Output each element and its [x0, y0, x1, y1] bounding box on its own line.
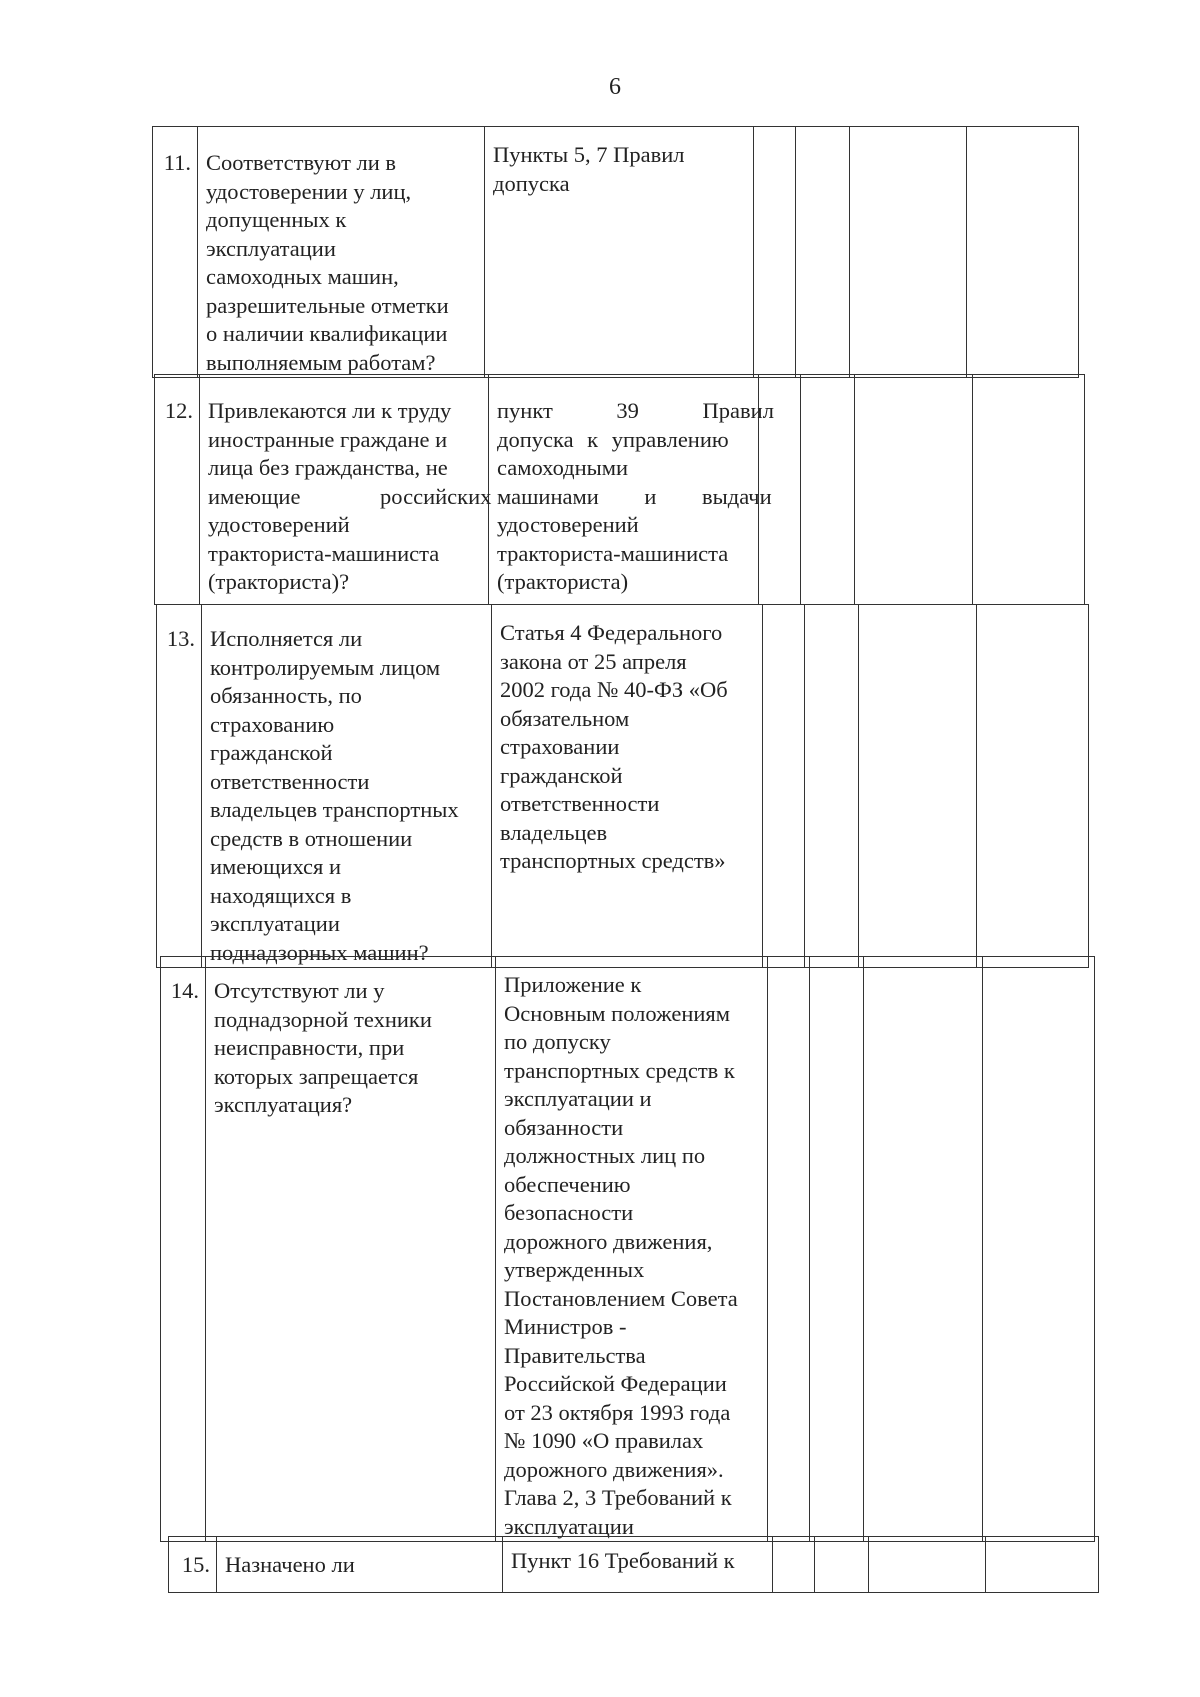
reference-line: гражданской [500, 762, 623, 788]
question-line [208, 397, 484, 426]
question-line: удостоверении у лиц, [206, 178, 412, 204]
question-line: допущенных к [206, 207, 347, 232]
reference-line: закона от 25 апреля [500, 648, 687, 674]
empty-cell[interactable] [768, 957, 810, 1542]
question-cell [217, 1537, 503, 1593]
question-line: неисправности, при [214, 1035, 405, 1060]
checklist-table [152, 126, 1079, 378]
reference-line: Пункты 5, 7 Правил [493, 142, 685, 167]
reference-line: тракториста-машиниста [497, 540, 729, 566]
reference-line: обязанности [504, 1114, 624, 1140]
reference-line: машинами и выдачи [497, 483, 772, 509]
reference-line: Постановлением Совета [504, 1285, 738, 1311]
table-row [161, 957, 1095, 1542]
reference-cell [503, 1537, 773, 1593]
question-line: лица без гражданства, не [208, 455, 448, 480]
reference-line: эксплуатации и [504, 1086, 652, 1111]
reference-line: должностных лиц по [504, 1143, 706, 1168]
question-line: поднадзорных машин? [210, 939, 429, 965]
question-line: средств в отношении [210, 825, 413, 851]
table-row [157, 605, 1089, 968]
reference-line: допуска [493, 170, 570, 196]
reference-line: от 23 октября 1993 года [504, 1399, 731, 1425]
reference-line: Правительства [504, 1342, 646, 1368]
empty-cell[interactable] [986, 1537, 1099, 1593]
reference-line: транспортных средств к [504, 1057, 735, 1083]
question-cell [198, 127, 485, 378]
question-line: выполняемым работам? [206, 349, 436, 375]
reference-line: самоходными [497, 455, 629, 480]
question-line: эксплуатация? [214, 1092, 353, 1117]
question-line: Исполняется ли [210, 626, 363, 651]
reference-line: ответственности [500, 791, 660, 816]
checklist-table-row-14 [160, 956, 1095, 1542]
empty-cell[interactable] [859, 605, 977, 968]
empty-cell[interactable] [855, 375, 973, 605]
question-line: ответственности [210, 768, 370, 794]
page-number: 6 [609, 74, 621, 100]
question-line: иностранные граждане и [208, 426, 448, 452]
question-line: эксплуатации [206, 235, 336, 261]
question-line: Привлекаются ли к труду [208, 398, 452, 423]
empty-cell[interactable] [967, 127, 1079, 378]
question-line: обязанность, по [210, 683, 362, 708]
table-row [169, 1537, 1099, 1593]
empty-cell[interactable] [815, 1537, 869, 1593]
question-line: эксплуатации [210, 911, 340, 936]
table-row [155, 375, 1085, 605]
question-line: тракториста-машиниста [208, 540, 440, 566]
empty-cell[interactable] [754, 127, 796, 378]
row-number: 15. [169, 1537, 217, 1593]
reference-line: дорожного движения, [504, 1228, 713, 1254]
reference-line: допуска к управлению [497, 426, 729, 452]
question-line: Назначено ли [225, 1552, 355, 1577]
empty-cell[interactable] [810, 957, 864, 1542]
row-number: 11. [153, 127, 198, 378]
question-line: (тракториста)? [208, 569, 350, 594]
reference-line: Пункт 16 Требований к [511, 1548, 735, 1573]
question-cell [206, 957, 496, 1542]
reference-line: обязательном [500, 705, 630, 731]
empty-cell[interactable] [864, 957, 983, 1542]
question-line: имеющихся и [210, 854, 342, 879]
empty-cell[interactable] [973, 375, 1085, 605]
reference-cell [485, 127, 754, 378]
reference-line: безопасности [504, 1200, 634, 1225]
checklist-table-row-12 [154, 374, 1085, 605]
empty-cell[interactable] [977, 605, 1089, 968]
reference-line: пункт 39 Правил [497, 398, 774, 423]
question-line: самоходных машин, [206, 264, 399, 289]
reference-line: владельцев [500, 819, 608, 845]
reference-line: удостоверений [497, 512, 639, 537]
question-line: удостоверений [208, 512, 350, 537]
reference-line: эксплуатации [504, 1513, 634, 1539]
question-line: Соответствуют ли в [206, 150, 397, 175]
checklist-table-row-13 [156, 604, 1089, 968]
empty-cell[interactable] [801, 375, 855, 605]
empty-cell[interactable] [796, 127, 850, 378]
empty-cell[interactable] [805, 605, 859, 968]
reference-line: по допуску [504, 1029, 611, 1054]
question-line: поднадзорной техники [214, 1006, 432, 1032]
reference-line: Российской Федерации [504, 1371, 727, 1396]
question-line: имеющие российских [208, 483, 492, 509]
reference-line: Основным положениям [504, 1000, 730, 1026]
row-number: 14. [161, 957, 206, 1542]
question-line: о наличии квалификации [206, 321, 448, 346]
reference-line: Глава 2, 3 Требований к [504, 1485, 732, 1510]
reference-cell [492, 605, 763, 968]
question-line: Отсутствуют ли у [214, 978, 385, 1003]
reference-line: № 1090 «О правилах [504, 1428, 704, 1453]
question-line: владельцев транспортных [210, 797, 459, 822]
question-cell [202, 605, 492, 968]
empty-cell[interactable] [850, 127, 967, 378]
reference-line: дорожного движения». [504, 1456, 724, 1482]
question-cell [200, 375, 492, 605]
reference-line: Приложение к [504, 972, 642, 997]
question-line: которых запрещается [214, 1063, 419, 1089]
question-line: разрешительные отметки [206, 292, 449, 318]
reference-line: (тракториста) [497, 569, 629, 594]
empty-cell[interactable] [763, 605, 805, 968]
reference-cell [496, 957, 768, 1542]
question-line: страхованию [210, 711, 335, 737]
reference-cell [489, 375, 774, 605]
reference-line: транспортных средств» [500, 848, 726, 873]
question-line: находящихся в [210, 882, 352, 908]
empty-cell[interactable] [869, 1537, 986, 1593]
row-number: 12. [155, 375, 200, 605]
reference-line: обеспечению [504, 1171, 631, 1197]
checklist-table-row-15 [168, 1536, 1099, 1593]
table-row [153, 127, 1079, 378]
reference-line: Министров - [504, 1314, 627, 1339]
empty-cell[interactable] [773, 1537, 815, 1593]
reference-line: Статья 4 Федерального [500, 620, 723, 645]
reference-line: 2002 года № 40-ФЗ «Об [500, 677, 728, 702]
question-line: гражданской [210, 740, 333, 765]
empty-cell[interactable] [983, 957, 1095, 1542]
reference-line: страховании [500, 734, 620, 759]
reference-line: утвержденных [504, 1257, 645, 1282]
question-line: контролируемым лицом [210, 654, 441, 680]
row-number: 13. [157, 605, 202, 968]
